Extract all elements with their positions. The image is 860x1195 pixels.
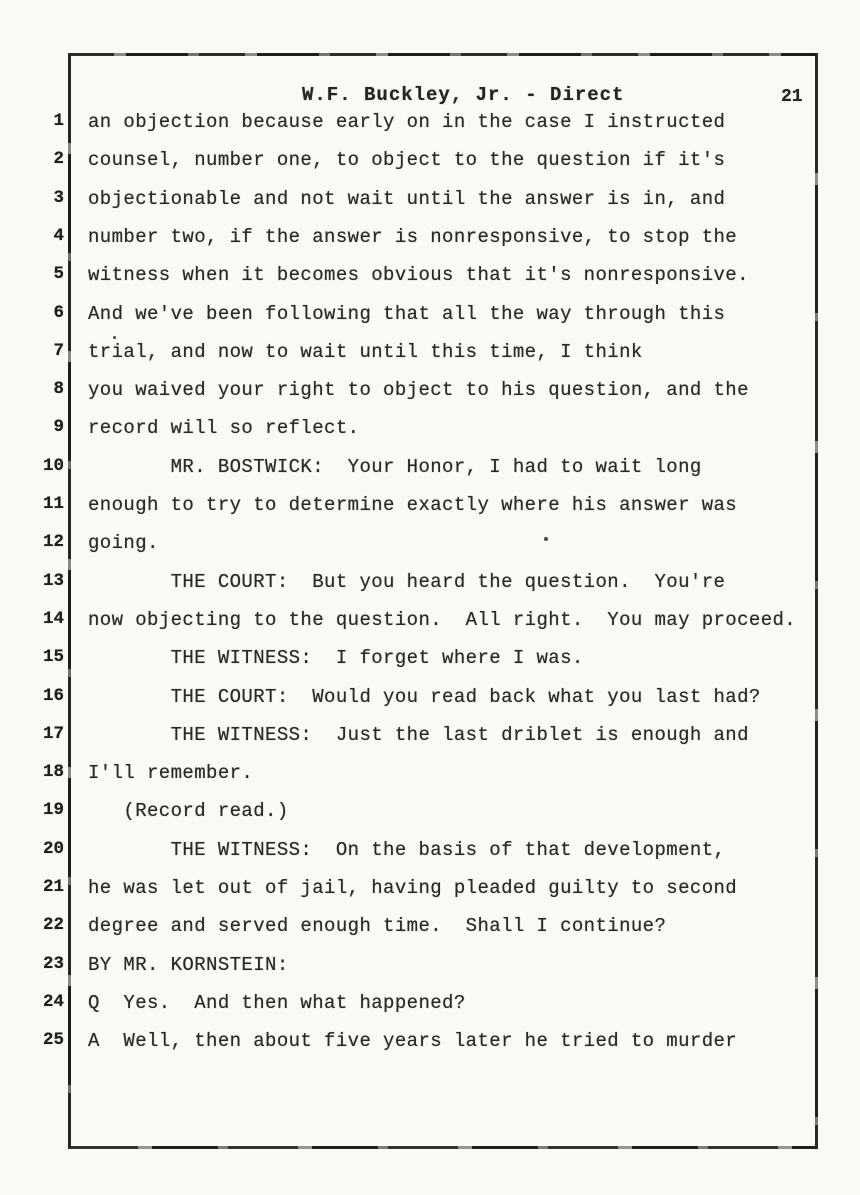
line-text: witness when it becomes obvious that it's nonresponsive. [88, 264, 749, 287]
line-number: 4 [53, 225, 64, 246]
page-number: 21 [781, 87, 803, 107]
line-number: 3 [53, 187, 64, 208]
line-number: 2 [53, 149, 64, 170]
line-text: going. [88, 532, 159, 555]
line-text: THE WITNESS: On the basis of that development, [88, 838, 726, 861]
transcript-line [0, 532, 860, 570]
line-text: THE WITNESS: Just the last driblet is enough and [88, 723, 749, 746]
transcript-line [0, 954, 860, 992]
line-text: MR. BOSTWICK: Your Honor, I had to wait long [88, 455, 702, 478]
line-text: (Record read.) [88, 800, 289, 823]
line-number: 6 [53, 302, 64, 323]
line-text: counsel, number one, to object to the question if it's [88, 149, 726, 172]
line-text: A Well, then about five years later he tried to murder [88, 1030, 738, 1053]
transcript-line [0, 494, 860, 532]
transcript-line [0, 1030, 860, 1068]
line-number: 16 [42, 685, 64, 706]
line-number: 21 [42, 877, 64, 897]
line-number: 18 [42, 762, 64, 783]
transcript-line [0, 264, 860, 302]
page-border-top [68, 53, 818, 56]
transcript-line [0, 417, 860, 455]
transcript-line [0, 839, 860, 877]
transcript-line [0, 609, 860, 647]
transcript-line [0, 379, 860, 417]
line-text: THE COURT: But you heard the question. You're [88, 570, 726, 593]
scan-speck [544, 537, 548, 541]
line-text: you waived your right to object to his question, and the [88, 379, 749, 402]
line-number: 10 [42, 455, 64, 476]
transcript-line [0, 149, 860, 187]
line-number: 20 [42, 838, 64, 859]
line-number: 25 [42, 1030, 64, 1051]
scan-speck [113, 336, 116, 339]
line-number: 7 [53, 340, 64, 361]
line-text: number two, if the answer is nonresponsive, to stop the [88, 225, 738, 248]
line-number: 17 [42, 723, 64, 744]
line-number: 22 [42, 915, 64, 936]
line-text: now objecting to the question. All right. You may proceed. [88, 608, 797, 631]
line-number: 14 [42, 608, 64, 629]
line-number: 23 [42, 953, 64, 974]
line-number: 8 [53, 379, 64, 400]
line-number: 5 [53, 264, 64, 285]
transcript-line [0, 111, 860, 149]
line-text: objectionable and not wait until the answer is in, and [88, 187, 726, 210]
line-number: 19 [42, 800, 64, 821]
line-text: BY MR. KORNSTEIN: [88, 953, 289, 976]
transcript-line [0, 915, 860, 953]
page-border-bottom [68, 1146, 818, 1149]
transcript-line [0, 724, 860, 762]
line-text: he was let out of jail, having pleaded guilty to second [88, 877, 738, 899]
line-number: 12 [42, 532, 64, 553]
transcript-line [0, 762, 860, 800]
transcript-line [0, 647, 860, 685]
line-number: 9 [53, 417, 64, 438]
line-number: 15 [42, 647, 64, 668]
line-number: 24 [42, 991, 64, 1012]
header-title: W.F. Buckley, Jr. - Direct [302, 84, 625, 106]
line-number: 1 [53, 111, 64, 131]
line-text: enough to try to determine exactly where his answer was [88, 494, 738, 516]
transcript-line [0, 226, 860, 264]
line-number: 11 [42, 494, 64, 514]
transcript-line [0, 188, 860, 226]
transcript-line [0, 341, 860, 379]
line-text: THE COURT: Would you read back what you last had? [88, 685, 761, 708]
line-text: Q Yes. And then what happened? [88, 991, 466, 1014]
transcript-line [0, 686, 860, 724]
line-text: I'll remember. [88, 762, 254, 785]
transcript-line [0, 992, 860, 1030]
transcript-line [0, 456, 860, 494]
line-text: And we've been following that all the way through this [88, 302, 726, 325]
transcript-line [0, 303, 860, 341]
line-text: record will so reflect. [88, 417, 360, 440]
transcript-line [0, 571, 860, 609]
line-text: THE WITNESS: I forget where I was. [88, 647, 584, 670]
line-text: an objection because early on in the case I instructed [88, 111, 726, 133]
line-text: degree and served enough time. Shall I continue? [88, 915, 667, 938]
transcript-line [0, 800, 860, 838]
line-number: 13 [42, 570, 64, 591]
line-text: trial, and now to wait until this time, I think [88, 340, 643, 363]
transcript-line [0, 877, 860, 915]
